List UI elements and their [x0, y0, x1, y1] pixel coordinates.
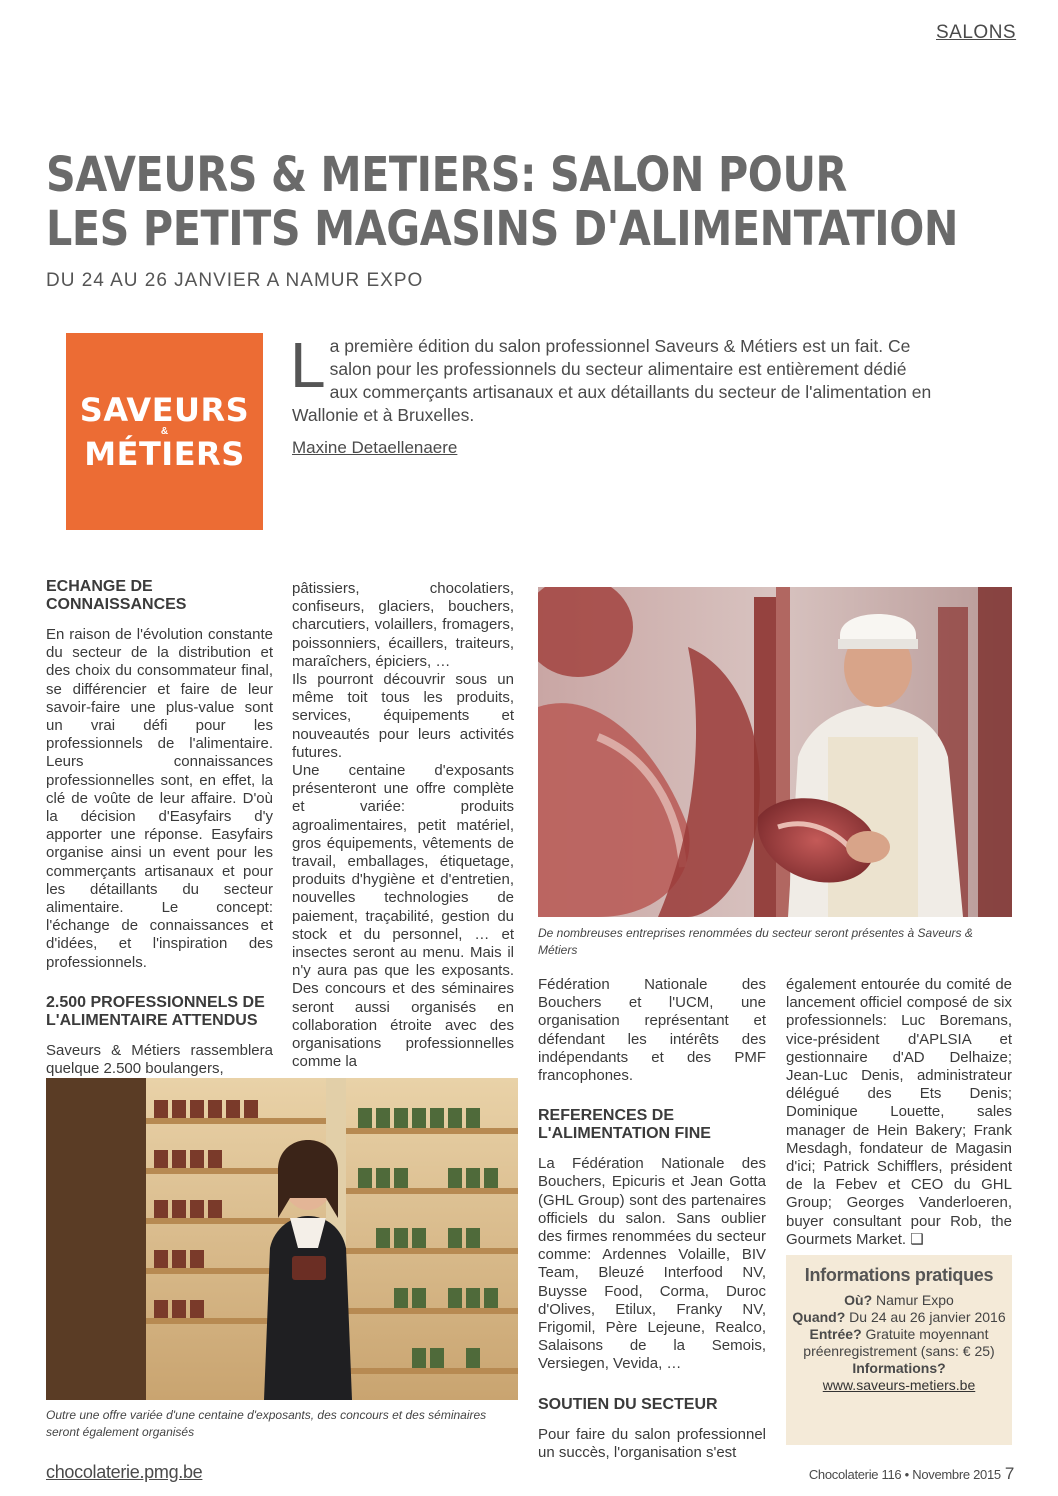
info-entry: Entrée? Gratuite moyennant préenregistrement (sans: € 25) [803, 1326, 995, 1359]
author-byline[interactable]: Maxine Detaellenaere [292, 438, 458, 457]
body-paragraph: également entourée du comité de lancement officiel composé de six professionnels: Luc Boremans, vice-président d'APLSIA et gestionnaire d'AD Delhaize; Jean-Luc Denis, administrateur délégué des Ets Denis; Dominique Louette, sales manager de Hein Bakery; Frank Mesdagh, fondateur de Magasin d'ici; Patrick Schifflers, président de la Febev et CEO du GHL Group; Georges Vanderloeren, buyer consultant pour Rob, the Gourmets Market. ❑ [786, 976, 1012, 1248]
logo-word-saveurs: SAVEURS [79, 390, 250, 429]
column-2 [292, 580, 514, 1071]
logo-ampersand: & [160, 425, 169, 437]
column-4 [786, 976, 1012, 1249]
page-number: 7 [1004, 1464, 1014, 1483]
logo-word-metiers: MÉTIERS [84, 434, 245, 473]
body-paragraph: Une centaine d'exposants présenteront une offre complète et variée: produits agroalimentaires, petit matériel, gros équipements, vêtements de travail, emballages, étiquetage, produits d'hygiène et d'entretien, nouvelles technologies de paiement, traçabilité, gestion du stock et du personnel, … et insectes seront au menu. Mais il n'y aura pas que les exposants. Des concours et des séminaires seront aussi organisés en collaboration étroite avec des organisations professionnelles comme la [292, 762, 514, 1071]
body-paragraph: pâtissiers, chocolatiers, confiseurs, glaciers, bouchers, charcutiers, volaillers, fromagers, poissonniers, écaillers, traiteurs, maraîchers, épiciers, … [292, 580, 514, 670]
footer-issue-text: Chocolaterie 116 • Novembre 2015 [808, 1467, 1001, 1482]
footer-issue [809, 1464, 1014, 1484]
info-where: Où? Namur Expo [844, 1292, 954, 1308]
intro-paragraph [290, 329, 932, 427]
subheadline: DU 24 AU 26 JANVIER A NAMUR EXPO [46, 270, 424, 291]
drop-cap: L [290, 329, 326, 401]
body-paragraph: Saveurs & Métiers rassemblera quelque 2.500 boulangers, [46, 1041, 273, 1078]
section-heading-soutien: SOUTIEN DU SECTEUR [538, 1395, 718, 1413]
shop-photo-caption: Outre une offre variée d'une centaine d'exposants, des concours et des séminaires seront également organisés [46, 1408, 487, 1439]
section-heading-echange: ECHANGE DE CONNAISSANCES [46, 578, 187, 613]
info-box [786, 1255, 1012, 1445]
section-tag: SALONS [936, 22, 1017, 43]
section-heading-references: REFERENCES DE L'ALIMENTATION FINE [538, 1107, 711, 1143]
body-paragraph: La Fédération Nationale des Bouchers, Epicuris et Jean Gotta (GHL Group) sont des partenaires officiels du salon. Sans oublier des firmes renommées du secteur comme: Ardennes Volaille, BIV Team, Bleuzé Interfood NV, Buysse Food, Corma, Duroc d'Olives, Etilux, Franky NV, Frigomil, Père Lejeune, Realco, Salaisons de la Semois, Versiegen, Vevida, … [538, 1155, 766, 1373]
body-paragraph: Ils pourront découvrir sous un même toit tous les produits, services, équipements et nouveautés pour leurs activités futures. [292, 671, 514, 761]
headline-line-2: LES PETITS MAGASINS D'ALIMENTATION [46, 201, 959, 257]
intro-text: a première édition du salon professionnel Saveurs & Métiers est un fait. Ce salon pour les professionnels du secteur alimentaire est entièrement dédié aux commerçants artisanaux et aux détaillants du secteur de l'alimentation en Wallonie et à Bruxelles. [292, 336, 932, 425]
column-1 [46, 578, 273, 1078]
info-box-title: Informations pratiques [804, 1265, 994, 1285]
info-when: Quand? Du 24 au 26 janvier 2016 [792, 1309, 1006, 1325]
body-paragraph: Fédération Nationale des Bouchers et l'UCM, une organisation représentant et défendant les intérêts des indépendants et des PMF francophones. [538, 976, 766, 1085]
headline-line-1: SAVEURS & METIERS: SALON POUR [46, 147, 847, 203]
section-heading-professionnels: 2.500 PROFESSIONNELS DE L'ALIMENTAIRE ATTENDUS [46, 993, 265, 1029]
info-website-link[interactable]: www.saveurs-metiers.be [822, 1377, 976, 1393]
butcher-photo [538, 587, 1012, 917]
footer-website[interactable]: chocolaterie.pmg.be [46, 1462, 203, 1482]
butcher-photo-caption: De nombreuses entreprises renommées du secteur seront présentes à Saveurs & Métiers [538, 926, 973, 957]
headline [46, 147, 959, 257]
body-paragraph: En raison de l'évolution constante du secteur de la distribution et des choix du consommateur final, se différencier et faire de leur savoir-faire une plus-value sont un vrai défi pour les professionnels de l'alimentaire. Leurs connaissances professionnelles sont, en effet, la clé de voûte de leur affaire. D'où la décision d'Easyfairs d'y apporter une réponse. Easyfairs organise ainsi un event pour les commerçants artisanaux et pour les détaillants du secteur alimentaire. Le concept: l'échange de connaissances et d'idées, et l'inspiration des professionnels. [46, 626, 273, 971]
body-paragraph: Pour faire du salon professionnel un succès, l'organisation s'est [538, 1425, 766, 1461]
shop-photo [46, 1078, 518, 1400]
butcher-illustration [538, 587, 1012, 917]
event-logo [66, 333, 263, 530]
column-3 [538, 976, 766, 1462]
shop-illustration [46, 1078, 518, 1400]
info-more: Informations? [852, 1360, 946, 1376]
